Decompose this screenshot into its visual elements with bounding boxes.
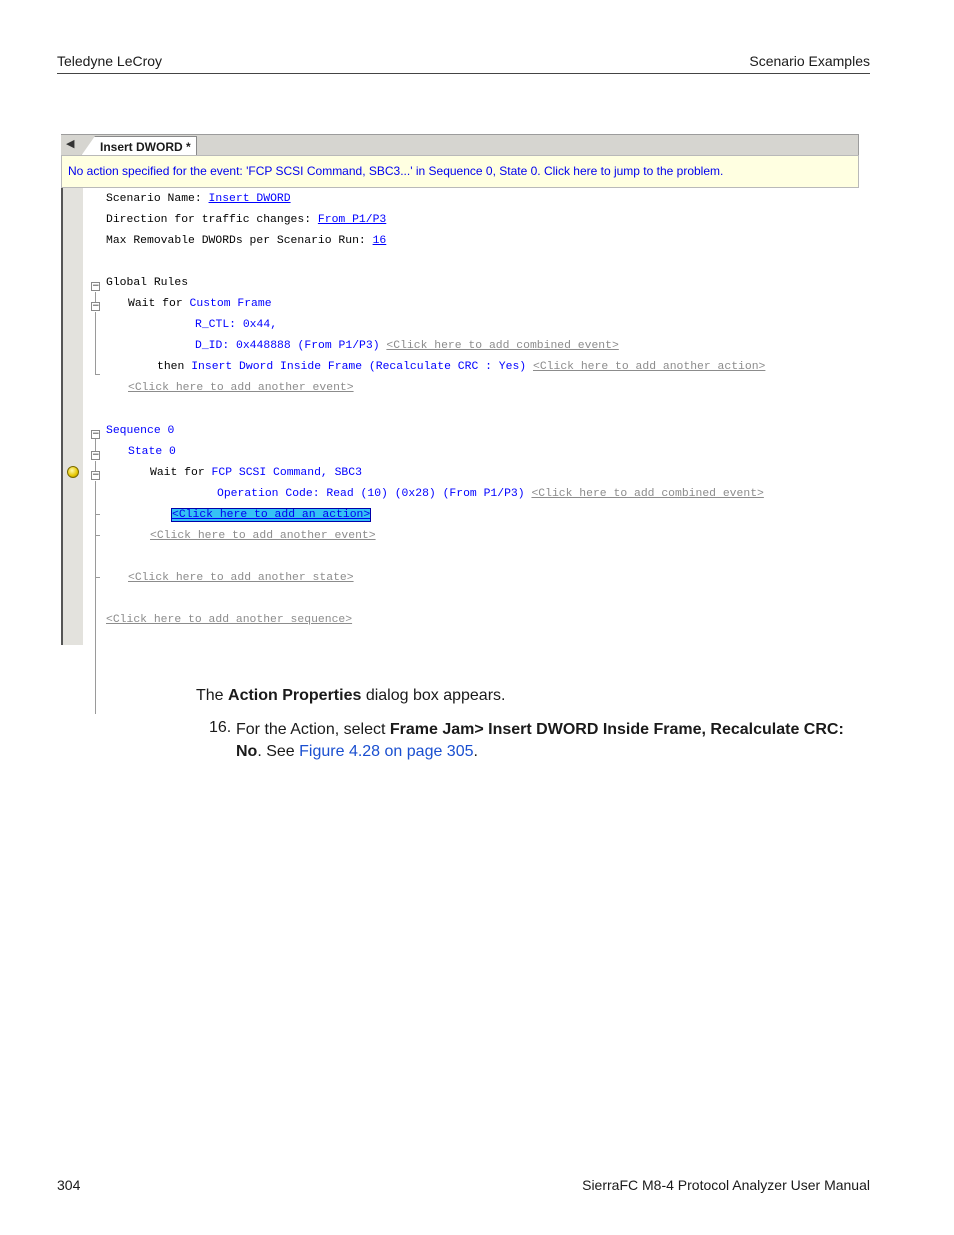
add-another-event-link-2[interactable]: <Click here to add another event> [150,530,376,542]
wait-fcp-line: Wait for FCP SCSI Command, SBC3 [150,467,362,479]
collapse-state-icon[interactable]: − [92,450,100,460]
add-action-line [172,508,370,522]
global-add-event-line [128,381,354,395]
add-action-link[interactable]: <Click here to add an action> [172,509,371,521]
warning-bulb-icon[interactable] [67,466,79,478]
add-another-state-link[interactable]: <Click here to add another state> [128,572,354,584]
tab-insert-dword[interactable]: Insert DWORD * [81,136,197,156]
step-16-text: For the Action, select Frame Jam> Insert DWORD Inside Frame, Recalculate CRC: No. See Figure 4.28 on page 305. [236,721,844,760]
direction-link[interactable]: From P1/P3 [317,214,387,226]
manual-title: SierraFC M8-4 Protocol Analyzer User Manual [582,1177,870,1193]
tree-line [95,312,96,374]
scenario-name-line: Scenario Name: Insert DWORD [106,193,291,205]
scenario-name-link[interactable]: Insert DWORD [208,193,291,205]
operation-code-field[interactable]: Operation Code: Read (10) (0x28) (From P1/P3) [217,488,525,500]
add-combined-event-link-2[interactable]: <Click here to add combined event> [531,488,764,500]
scenario-code [83,188,859,645]
max-dwords-link[interactable]: 16 [372,235,387,247]
scroll-left-icon[interactable]: ◀ [66,138,75,150]
tree-line [95,535,100,536]
problem-warning-bar[interactable]: No action specified for the event: 'FCP SCSI Command, SBC3...' in Sequence 0, State 0. Click here to jump to the problem. [61,155,859,188]
d-id-field[interactable]: D_ID: 0x448888 (From P1/P3) [195,340,380,352]
insert-dword-action[interactable]: Insert Dword Inside Frame (Recalculate CRC : Yes) [191,361,527,373]
collapse-wait-icon[interactable]: − [92,301,100,311]
direction-line: Direction for traffic changes: From P1/P3 [106,214,387,226]
collapse-sequence-icon[interactable]: − [92,429,100,439]
figure-reference-link[interactable]: Figure 4.28 on page 305 [299,743,474,760]
step-number: 16. [209,719,232,736]
wait-custom-frame-line: Wait for Custom Frame [128,298,272,310]
max-dwords-line: Max Removable DWORDs per Scenario Run: 16 [106,235,387,247]
custom-frame-link[interactable]: Custom Frame [189,298,272,310]
then-action-line: then Insert Dword Inside Frame (Recalculate CRC : Yes) <Click here to add another action> [157,361,766,373]
state-label[interactable]: State 0 [128,446,176,458]
global-rules-label: Global Rules [106,277,189,289]
r-ctl-field[interactable]: R_CTL: 0x44, [195,319,278,331]
page-number: 304 [57,1177,81,1193]
d-id-line [195,339,619,353]
collapse-global-rules-icon[interactable]: − [92,281,100,291]
editor-gutter [61,188,83,645]
add-sequence-line [106,613,352,627]
add-state-line [128,571,354,585]
tree-line [95,577,100,578]
header-rule [57,73,870,74]
operation-code-line [217,487,764,501]
state-add-event-line [150,529,376,543]
tab-bar [61,134,859,155]
add-another-event-link-1[interactable]: <Click here to add another event> [128,382,354,394]
running-header-left: Teledyne LeCroy [57,53,163,69]
tree-line [95,374,100,375]
collapse-event-icon[interactable]: − [92,470,100,480]
sequence-label[interactable]: Sequence 0 [106,425,175,437]
scenario-editor-screenshot [61,134,859,645]
add-another-sequence-link[interactable]: <Click here to add another sequence> [106,614,353,626]
add-combined-event-link-1[interactable]: <Click here to add combined event> [386,340,619,352]
tree-line [95,514,100,515]
tree-line [95,481,96,714]
fcp-event-link[interactable]: FCP SCSI Command, SBC3 [211,467,362,479]
running-header-right: Scenario Examples [749,53,870,69]
add-another-action-link[interactable]: <Click here to add another action> [532,361,766,373]
action-properties-paragraph: The Action Properties dialog box appears. [196,687,506,704]
